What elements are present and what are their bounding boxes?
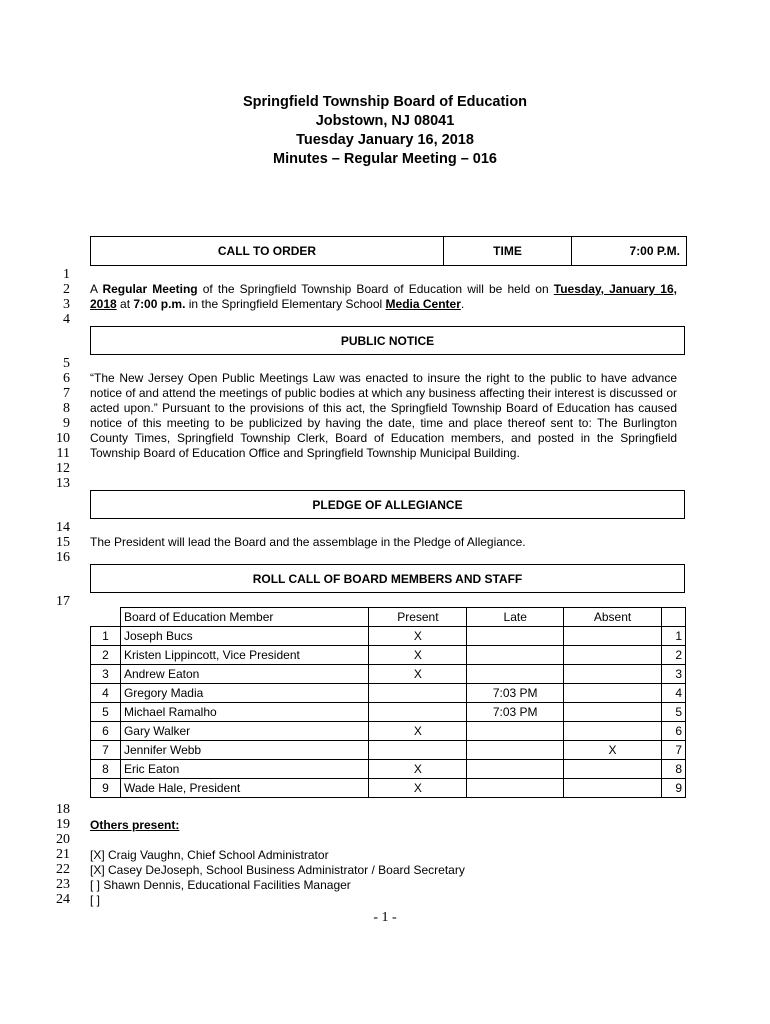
table-row [91, 741, 686, 760]
absent-cell [564, 722, 662, 741]
late-cell: 7:03 PM [467, 684, 564, 703]
member-name: Michael Ramalho [120, 703, 369, 722]
line-number: 1 [63, 267, 70, 282]
late-cell [467, 741, 564, 760]
line-number: 22 [56, 862, 70, 877]
member-name: Eric Eaton [120, 760, 369, 779]
meeting-paragraph [90, 282, 677, 312]
row-number: 3 [91, 665, 121, 684]
present-cell: X [369, 760, 467, 779]
line-number: 15 [56, 535, 70, 550]
text-run: of the Springfield Township Board of Education will be held on [197, 282, 554, 296]
present-cell: X [369, 722, 467, 741]
meeting-date: Tuesday, January 16, 2018 [90, 282, 677, 311]
row-number: 4 [91, 684, 121, 703]
line-number: 8 [63, 401, 70, 416]
text-run: A [90, 282, 103, 296]
present-cell [369, 684, 467, 703]
meeting-type: Regular Meeting [102, 282, 198, 296]
table-row [91, 665, 686, 684]
time-label: TIME [444, 237, 572, 265]
others-item: [X] Casey DeJoseph, School Business Administrator / Board Secretary [90, 863, 465, 877]
others-item: [ ] [90, 893, 101, 907]
line-number: 14 [56, 520, 70, 535]
member-name: Kristen Lippincott, Vice President [120, 646, 369, 665]
text-run: at [116, 297, 134, 311]
time-value: 7:00 P.M. [629, 244, 680, 258]
row-number-right: 1 [661, 627, 685, 646]
absent-cell [564, 779, 662, 798]
header-line-4: Minutes – Regular Meeting – 016 [272, 151, 497, 167]
absent-cell [564, 760, 662, 779]
present-cell: X [369, 646, 467, 665]
empty-cell [91, 608, 121, 627]
late-cell [467, 665, 564, 684]
meeting-location: Media Center [385, 297, 461, 311]
others-present-heading: Others present: [90, 818, 180, 832]
line-number: 12 [56, 461, 70, 476]
public-notice-heading: PUBLIC NOTICE [90, 326, 685, 355]
row-number: 6 [91, 722, 121, 741]
absent-cell [564, 665, 662, 684]
line-number: 10 [56, 431, 70, 446]
row-number-right: 9 [661, 779, 685, 798]
member-name: Andrew Eaton [120, 665, 369, 684]
row-number: 2 [91, 646, 121, 665]
late-cell [467, 627, 564, 646]
meeting-time: 7:00 p.m. [133, 297, 186, 311]
public-notice-text: “The New Jersey Open Public Meetings Law was enacted to insure the right to the public to have advance notice of and attend the meetings of public bodies at which any business affecting their interest is discussed or acted upon.” Pursuant to the provisions of this act, the Springfield Township Board of Education has caused notice of this meeting to be publicized by having the date, time and place thereof sent to: The Burlington County Times, Springfield Township Clerk, Board of Education members, and posted in the Springfield Township Board of Education Office and Springfield Township Municipal Building. [90, 371, 677, 460]
line-number: 17 [56, 594, 70, 609]
page-number: - 1 - [373, 910, 397, 925]
header-line-3: Tuesday January 16, 2018 [296, 132, 474, 148]
line-number: 6 [63, 371, 70, 386]
column-header: Absent [564, 608, 662, 627]
row-number-right: 2 [661, 646, 685, 665]
pledge-heading: PLEDGE OF ALLEGIANCE [90, 490, 685, 519]
others-item: [ ] Shawn Dennis, Educational Facilities Manager [90, 878, 351, 892]
line-number: 4 [63, 312, 70, 327]
row-number: 7 [91, 741, 121, 760]
row-number-right: 3 [661, 665, 685, 684]
line-number: 11 [56, 446, 70, 461]
absent-cell [564, 627, 662, 646]
column-header: Board of Education Member [120, 608, 369, 627]
line-number: 2 [63, 282, 70, 297]
line-number: 20 [56, 832, 70, 847]
row-number: 8 [91, 760, 121, 779]
table-row [91, 779, 686, 798]
late-cell [467, 760, 564, 779]
header-line-1: Springfield Township Board of Education [242, 94, 528, 110]
present-cell: X [369, 627, 467, 646]
row-number: 5 [91, 703, 121, 722]
document-header [0, 93, 770, 169]
late-cell [467, 722, 564, 741]
call-to-order-label: CALL TO ORDER [91, 237, 444, 265]
member-name: Jennifer Webb [120, 741, 369, 760]
pledge-text: The President will lead the Board and the assemblage in the Pledge of Allegiance. [90, 535, 526, 549]
table-row [91, 760, 686, 779]
column-header: Present [369, 608, 467, 627]
line-number: 21 [56, 847, 70, 862]
table-row [91, 684, 686, 703]
line-number: 13 [56, 476, 70, 491]
present-cell: X [369, 779, 467, 798]
late-cell: 7:03 PM [467, 703, 564, 722]
present-cell [369, 741, 467, 760]
late-cell [467, 779, 564, 798]
others-item: [X] Craig Vaughn, Chief School Administrator [90, 848, 329, 862]
member-name: Gregory Madia [120, 684, 369, 703]
absent-cell [564, 684, 662, 703]
absent-cell: X [564, 741, 662, 760]
table-row [91, 627, 686, 646]
table-row [91, 722, 686, 741]
line-number: 23 [56, 877, 70, 892]
absent-cell [564, 703, 662, 722]
member-name: Wade Hale, President [120, 779, 369, 798]
text-run: in the Springfield Elementary School [185, 297, 386, 311]
present-cell: X [369, 665, 467, 684]
late-cell [467, 646, 564, 665]
column-header: Late [467, 608, 564, 627]
row-number: 9 [91, 779, 121, 798]
roll-call-heading: ROLL CALL OF BOARD MEMBERS AND STAFF [90, 564, 685, 593]
line-number: 19 [56, 817, 70, 832]
line-number: 3 [63, 297, 70, 312]
present-cell [369, 703, 467, 722]
row-number-right: 6 [661, 722, 685, 741]
empty-cell [661, 608, 685, 627]
row-number-right: 7 [661, 741, 685, 760]
line-number: 16 [56, 550, 70, 565]
table-header-row [91, 608, 686, 627]
table-row [91, 703, 686, 722]
line-number: 9 [63, 416, 70, 431]
row-number-right: 5 [661, 703, 685, 722]
line-number: 5 [63, 356, 70, 371]
line-number: 18 [56, 802, 70, 817]
member-name: Gary Walker [120, 722, 369, 741]
row-number-right: 4 [661, 684, 685, 703]
line-number: 24 [56, 892, 70, 907]
table-row [91, 646, 686, 665]
absent-cell [564, 646, 662, 665]
member-name: Joseph Bucs [120, 627, 369, 646]
text-run: . [460, 297, 465, 311]
header-line-2: Jobstown, NJ 08041 [315, 113, 455, 129]
call-to-order-box [90, 236, 687, 266]
row-number-right: 8 [661, 760, 685, 779]
line-number: 7 [63, 386, 70, 401]
row-number: 1 [91, 627, 121, 646]
roll-call-table [90, 607, 686, 798]
